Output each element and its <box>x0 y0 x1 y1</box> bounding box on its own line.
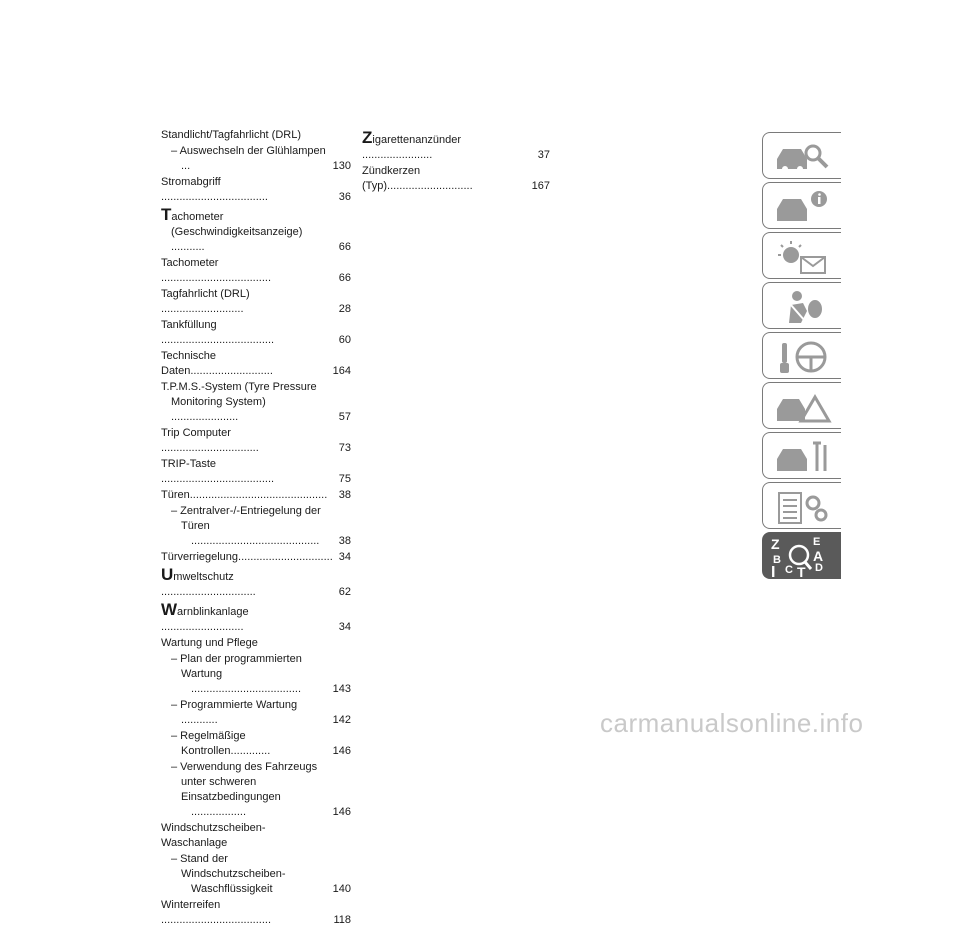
index-entry-page: 130 <box>332 160 351 172</box>
index-entry-label <box>171 852 329 897</box>
index-entry-label <box>161 175 329 205</box>
index-entry-page: 34 <box>338 621 351 633</box>
index-letter-t: T <box>797 564 806 577</box>
index-entry-page: 60 <box>338 334 351 346</box>
tab-safety[interactable] <box>762 282 841 329</box>
index-entry-page: 167 <box>531 180 550 192</box>
index-entry-text: arnblinkanlage ........................... <box>161 606 249 633</box>
index-entry-label <box>161 207 329 255</box>
index-entry-page: 38 <box>338 535 351 547</box>
index-section-initial: W <box>161 600 178 619</box>
index-entry[interactable] <box>161 426 351 456</box>
index-entry-label <box>161 457 329 487</box>
index-entry-label <box>161 550 333 565</box>
index-section-initial: Z <box>362 128 373 147</box>
index-entry-text: mweltschutz ............................... <box>161 571 256 598</box>
index-entry[interactable] <box>161 287 351 317</box>
car-warning-triangle-icon <box>773 389 833 425</box>
index-entry-text: Standlicht/Tagfahrlicht (DRL) <box>161 129 302 141</box>
index-entry[interactable] <box>161 698 351 728</box>
index-entry[interactable] <box>161 207 351 255</box>
index-entry[interactable] <box>161 602 351 635</box>
index-entry-page: 73 <box>338 442 351 454</box>
index-entry-page: 36 <box>338 191 351 203</box>
index-entry-page: 146 <box>332 745 351 757</box>
index-entry-continuation: Einsatzbedingungen .................. <box>181 791 281 818</box>
tab-start-drive[interactable] <box>762 332 841 379</box>
tab-car-info[interactable] <box>762 182 841 229</box>
index-entry[interactable] <box>161 821 351 851</box>
index-entry-label <box>161 602 329 635</box>
index-entry-text: – Auswechseln der Glühlampen ... <box>171 145 326 172</box>
index-entry-label <box>171 760 329 820</box>
index-entry-text: – Zentralver-/-Entriegelung der <box>171 505 321 517</box>
airbag-person-icon <box>773 289 833 325</box>
index-entry-label <box>161 256 329 286</box>
index-entry-text: Wartung und Pflege <box>161 637 258 649</box>
index-entry-label <box>362 164 528 194</box>
index-entry-label <box>161 287 329 317</box>
index-entry-continuation: (Geschwindigkeitsanzeige) ........... <box>171 226 303 253</box>
index-entry-label <box>161 318 329 348</box>
index-entry-text: Türen............................................. <box>161 489 328 501</box>
index-entry-continuation: Windschutzscheiben-Waschflüssigkeit <box>181 868 286 895</box>
index-entry[interactable] <box>161 144 351 174</box>
index-entry-label <box>171 144 329 174</box>
index-right-column <box>362 128 550 195</box>
index-entry-page: 34 <box>338 551 351 563</box>
index-entry-page: 37 <box>537 149 550 161</box>
index-entry-label <box>161 380 329 425</box>
watermark: carmanualsonline.info <box>600 708 864 738</box>
index-entry-text: Stromabgriff ................................... <box>161 176 268 203</box>
index-entry[interactable] <box>161 380 351 425</box>
index-entry-label <box>161 426 329 456</box>
index-letters-icon <box>769 535 831 577</box>
warning-light-mail-icon <box>773 239 833 275</box>
index-entry-text: Zündkerzen (Typ)............................ <box>362 165 473 192</box>
index-entry[interactable] <box>161 729 351 759</box>
tab-technical-data[interactable] <box>762 482 841 529</box>
index-entry-text: – Verwendung des Fahrzeugs <box>171 761 318 773</box>
index-entry-text: – Regelmäßige Kontrollen............. <box>171 730 271 757</box>
index-entry-label <box>161 349 329 379</box>
tab-warning-lights[interactable] <box>762 232 841 279</box>
index-entry-label <box>161 898 329 928</box>
chapter-tabs <box>762 132 842 582</box>
tab-maintenance[interactable] <box>762 432 841 479</box>
index-entry[interactable] <box>161 550 351 565</box>
index-entry-continuation: Wartung .................................... <box>181 668 302 695</box>
index-entry-page: 142 <box>332 714 351 726</box>
index-entry-continuation: Türen .......................................... <box>181 520 320 547</box>
index-entry-text: Winterreifen .................................... <box>161 899 272 926</box>
index-entry-page: 118 <box>333 914 351 926</box>
index-letter-c: C <box>785 564 793 576</box>
car-search-icon <box>773 139 833 175</box>
tab-emergency[interactable] <box>762 382 841 429</box>
index-entry-page: 57 <box>338 411 351 423</box>
index-entry-label <box>171 729 329 759</box>
index-letter-a: A <box>813 548 824 564</box>
index-entry-label <box>161 821 329 851</box>
car-info-icon <box>773 189 833 225</box>
index-letter-z: Z <box>771 536 780 552</box>
index-entry[interactable] <box>161 504 351 549</box>
index-entry-text: – Stand der <box>171 853 228 865</box>
index-letter-d: D <box>815 562 823 574</box>
index-entry-text: Tagfahrlicht (DRL) ........................... <box>161 288 250 315</box>
index-entry[interactable] <box>161 349 351 379</box>
index-entry-text: Tankfüllung ..................................... <box>161 319 275 346</box>
index-entry-label <box>161 488 329 503</box>
index-entry[interactable] <box>161 128 351 143</box>
index-entry-page: 143 <box>332 683 351 695</box>
tab-car-search[interactable] <box>762 132 841 179</box>
index-entry[interactable] <box>362 130 550 163</box>
index-entry-text: – Plan der programmierten <box>171 653 302 665</box>
index-entry-text: – Programmierte Wartung ............ <box>171 699 298 726</box>
index-entry[interactable] <box>161 175 351 205</box>
car-wrench-icon <box>773 439 833 475</box>
list-gears-icon <box>773 489 833 525</box>
index-entry-page: 164 <box>332 365 351 377</box>
index-entry-label <box>161 128 329 143</box>
index-entry-page: 140 <box>332 883 351 895</box>
index-entry-label <box>362 130 528 163</box>
index-entry-page: 62 <box>338 586 351 598</box>
index-entry-text: Trip Computer ................................ <box>161 427 259 454</box>
index-section-initial: T <box>161 205 172 224</box>
index-entry[interactable] <box>161 488 351 503</box>
index-entry-label <box>171 652 329 697</box>
index-entry[interactable] <box>161 318 351 348</box>
index-entry-text: Windschutzscheiben-Waschanlage <box>161 822 266 849</box>
index-entry-label <box>171 698 329 728</box>
index-entry-text: achometer <box>171 211 224 223</box>
index-entry-text: Technische Daten........................... <box>161 350 273 377</box>
index-entry-page: 38 <box>338 489 351 501</box>
index-entry-label <box>161 567 329 600</box>
index-entry-label <box>171 504 329 549</box>
index-entry-page: 75 <box>338 473 351 485</box>
index-entry-text: Türverriegelung............................... <box>161 551 333 563</box>
index-entry-label <box>161 636 329 651</box>
index-entry[interactable] <box>161 457 351 487</box>
key-steering-wheel-icon <box>773 339 833 375</box>
index-section-initial: U <box>161 565 174 584</box>
index-entry-text: T.P.M.S.-System (Tyre Pressure <box>161 381 317 393</box>
index-letter-b: B <box>773 554 781 566</box>
index-entry-text: Tachometer .................................... <box>161 257 272 284</box>
index-entry-continuation: unter schweren <box>181 776 257 788</box>
index-entry[interactable] <box>161 636 351 651</box>
index-entry[interactable] <box>161 760 351 820</box>
index-entry-page: 146 <box>332 806 351 818</box>
index-letter-i: I <box>771 564 776 577</box>
index-letter-e: E <box>813 536 821 548</box>
index-left-column <box>161 128 351 929</box>
index-entry-page: 66 <box>338 241 351 253</box>
index-entry[interactable] <box>161 652 351 697</box>
index-entry-page: 28 <box>338 303 351 315</box>
index-entry-continuation: Monitoring System) ...................... <box>171 396 266 423</box>
index-entry-page: 66 <box>338 272 351 284</box>
index-entry[interactable] <box>161 852 351 897</box>
index-entry[interactable] <box>161 256 351 286</box>
index-entry-text: igarettenanzünder ....................... <box>362 134 462 161</box>
index-entry[interactable] <box>161 898 351 928</box>
tab-index[interactable] <box>762 532 841 579</box>
index-entry[interactable] <box>362 164 550 194</box>
index-entry-text: TRIP-Taste ..................................... <box>161 458 275 485</box>
index-entry[interactable] <box>161 567 351 600</box>
